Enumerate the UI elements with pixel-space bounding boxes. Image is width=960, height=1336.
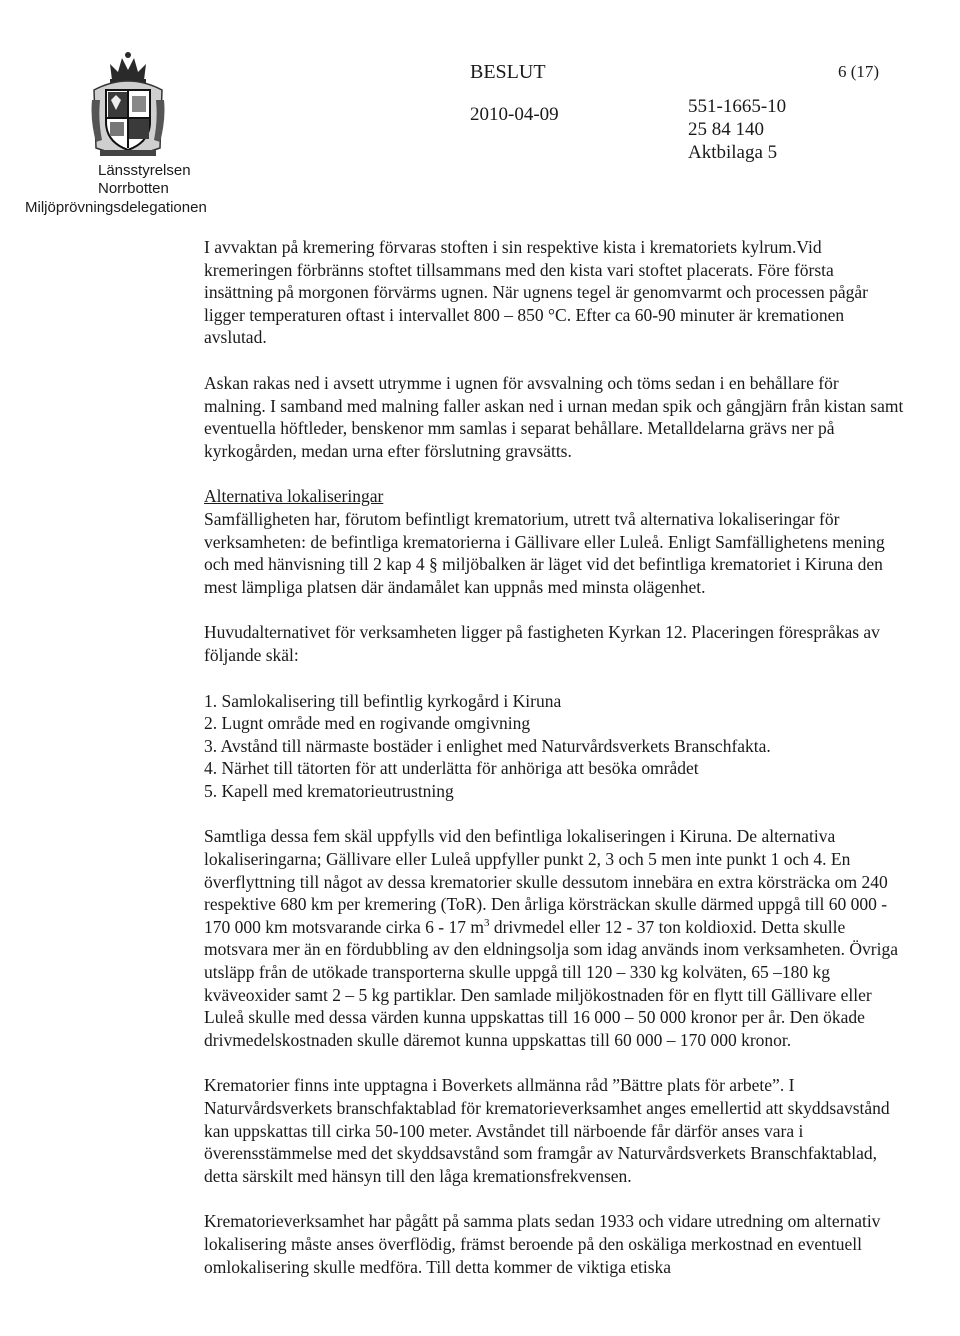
document-body bbox=[204, 236, 904, 1301]
paragraph-cremation-process: I avvaktan på kremering förvaras stoften i sin respektive kista i krematoriets kylrum.Vid kremeringen förbränns stoftet tillsammans med den kista vari stoftet placerats. Före första insättning på morgonen förvärms ugnen. När ugnens tegel är genomvarmt och processen pågår ligger temperaturen oftast i intervallet 800 – 850 °C. Efter ca 60-90 minuter är kremationen avslutad. bbox=[204, 237, 868, 348]
list-item: 5. Kapell med krematorieutrustning bbox=[204, 780, 454, 801]
reference-number: 25 84 140 bbox=[688, 119, 764, 140]
paragraph-alternatives: Samfälligheten har, förutom befintligt krematorium, utrett två alternativa lokaliseringar för verksamheten: de befintliga krematorierna i Gällivare eller Luleå. Enligt Samfällighetens mening och med hänvisning till 2 kap 4 § miljöbalken är läget vid det befintliga krematoriet i Kiruna den mest lämpliga platsen där ändamålet kan uppnås med minsta olägenhet. bbox=[204, 508, 885, 597]
paragraph-main-alternative: Huvudalternativet för verksamheten ligger på fastigheten Kyrkan 12. Placeringen förespråkas av följande skäl: bbox=[204, 622, 880, 665]
paragraph-environmental-cost bbox=[204, 825, 904, 1051]
paragraph-protection-distance: Krematorier finns inte upptagna i Boverkets allmänna råd ”Bättre plats för arbete”. I Naturvårdsverkets branschfaktablad för krematorieverksamhet anges emellertid att skyddsavstånd kan uppskattas till cirka 50-100 meter. Avståndet till närboende får därför anses vara i överensstämmelse med det skyddsavstånd som framgår av Naturvårdsverkets Branschfaktablad, detta särskilt med hänsyn till den låga kremationsfrekvensen. bbox=[204, 1075, 890, 1186]
attachment-label: Aktbilaga 5 bbox=[688, 142, 778, 163]
document-date: 2010-04-09 bbox=[470, 104, 559, 125]
agency-department: Miljöprövningsdelegationen bbox=[25, 199, 207, 216]
list-item: 4. Närhet till tätorten för att underlätta för anhöriga att besöka området bbox=[204, 758, 699, 779]
page-number: 6 (17) bbox=[838, 62, 880, 81]
agency-name: Länsstyrelsen bbox=[98, 162, 191, 179]
superscript: 3 bbox=[483, 916, 490, 929]
reasons-list bbox=[204, 690, 904, 803]
coat-of-arms-logo bbox=[88, 50, 168, 162]
section-heading: Alternativa lokaliseringar bbox=[204, 486, 384, 507]
text-segment: Samtliga dessa fem skäl uppfylls vid den befintliga lokaliseringen i Kiruna. De alternativa lokaliseringarna; Gällivare eller Luleå uppfyller punkt 2, 3 och 5 men inte punkt 1 och 4. En överflyttning till något av dessa krematorier skulle dessutom innebära en extra körsträcka om 240 respektive 680 km per kremering (ToR). Den årliga körsträckan skulle därmed uppgå till 60 000 - 170 000 km motsvarande cirka 6 - 17 m bbox=[204, 826, 888, 937]
section-alternatives bbox=[204, 485, 904, 508]
paragraph-history: Krematorieverksamhet har pågått på samma plats sedan 1933 och vidare utredning om alternativ lokalisering måste anses överflödig, främst beroende på den oskäliga merkostnad en eventuell omlokalisering skulle medföra. Till detta kommer de viktiga etiska bbox=[204, 1211, 881, 1277]
list-item: 2. Lugnt område med en rogivande omgivning bbox=[204, 713, 531, 734]
paragraph-ash-handling: Askan rakas ned i avsett utrymme i ugnen för avsvalning och töms sedan i en behållare för malning. I samband med malning faller askan ned i urnan medan spik och gångjärn från kistan samt eventuella höftleder, benskenor mm samlas i separat behållare. Metalldelarna grävs ner på kyrkogården, medan urna efter förslutning gravsätts. bbox=[204, 372, 904, 461]
text-segment: drivmedel eller 12 - 37 ton koldioxid. Detta skulle motsvara mer än en fördubbling av den eldningsolja som idag används inom verksamheten. Övriga utsläpp från de utökade transporterna skulle uppgå till 120 – 330 kg kolväten, 65 –180 kg kväveoxider samt 2 – 5 kg partiklar. Den samlade miljökostnaden för en flytt till Gällivare eller Luleå skulle med dessa värden kunna uppskattas till 16 000 – 50 000 kronor per år. Den ökade drivmedelskostnaden skulle däremot kunna uppskattas till 60 000 – 170 000 kronor. bbox=[204, 916, 898, 1050]
document-type: BESLUT bbox=[470, 61, 546, 83]
list-item: 1. Samlokalisering till befintlig kyrkogård i Kiruna bbox=[204, 690, 562, 711]
case-number: 551-1665-10 bbox=[688, 96, 787, 117]
agency-region: Norrbotten bbox=[98, 180, 169, 197]
list-item: 3. Avstånd till närmaste bostäder i enlighet med Naturvårdsverkets Branschfakta. bbox=[204, 735, 771, 756]
